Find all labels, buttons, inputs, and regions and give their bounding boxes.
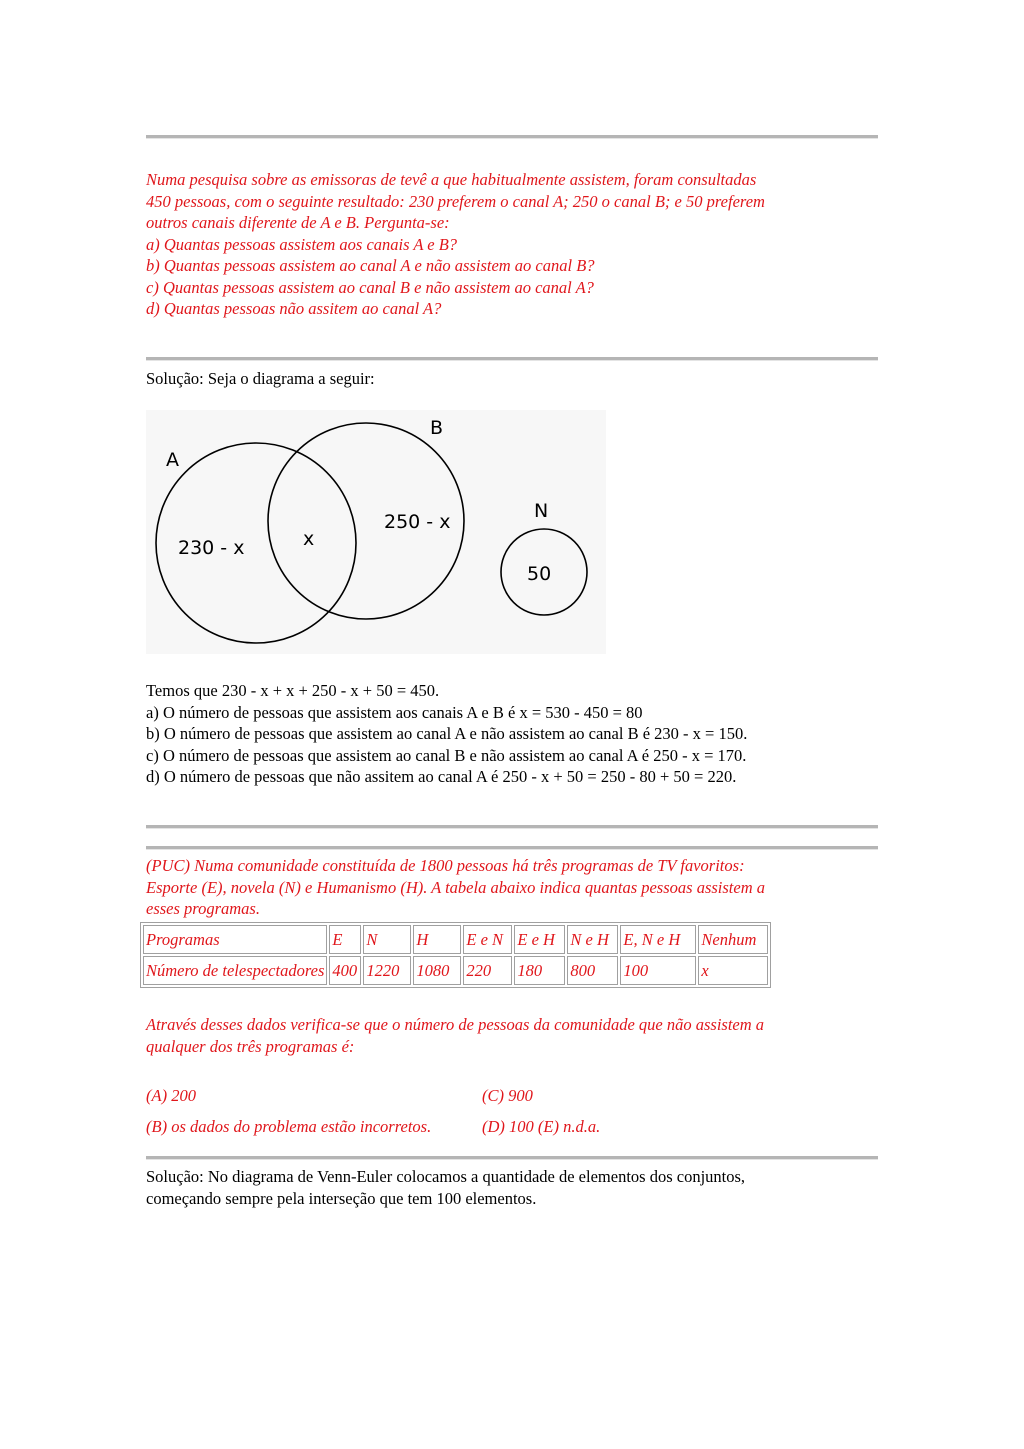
question-b: b) Quantas pessoas assistem ao canal A e não assistem ao canal B? — [146, 256, 595, 275]
table-cell: E e N — [463, 925, 512, 954]
text-line: qualquer dos três programas é: — [146, 1036, 355, 1056]
text-line: 450 pessoas, com o seguinte resultado: 230 preferem o canal A; 250 o canal B; e 50 preferem — [146, 191, 765, 211]
question-a: a) Quantas pessoas assistem aos canais A e B? — [146, 234, 458, 254]
table-cell: H — [413, 925, 461, 954]
text-line: Esporte (E), novela (N) e Humanismo (H). A tabela abaixo indica quantas pessoas assistem a — [146, 877, 765, 897]
text-line: Através desses dados verifica-se que o número de pessoas da comunidade que não assistem a — [146, 1015, 765, 1034]
programs-table — [140, 922, 771, 988]
text-line: (PUC) Numa comunidade constituída de 1800 pessoas há três programas de TV favoritos: — [146, 856, 745, 875]
separator — [146, 1156, 878, 1160]
table-cell: 800 — [567, 956, 618, 985]
separator — [146, 135, 878, 139]
answer-d: d) O número de pessoas que não assitem ao canal A é 250 - x + 50 = 250 - 80 + 50 = 220. — [146, 767, 737, 786]
set-b-label: B — [430, 417, 444, 439]
equation-line: Temos que 230 - x + x + 250 - x + 50 = 450. — [146, 681, 440, 700]
text-line: outros canais diferente de A e B. Pergunta-se: — [146, 213, 450, 232]
text-line: esses programas. — [146, 899, 260, 918]
option-d-e: (D) 100 (E) n.d.a. — [482, 1117, 601, 1136]
separator — [146, 357, 878, 361]
table-cell: Número de telespectadores — [143, 956, 327, 985]
table-cell: N — [363, 925, 411, 954]
table-cell: E, N e H — [620, 925, 696, 954]
answer-c: c) O número de pessoas que assistem ao canal B e não assistem ao canal A é 250 - x = 170. — [146, 745, 747, 765]
answer-a: a) O número de pessoas que assistem aos canais A e B é x = 530 - 450 = 80 — [146, 702, 643, 722]
text-line: Numa pesquisa sobre as emissoras de tevê a que habitualmente assistem, foram consultadas — [146, 170, 757, 189]
question-d: d) Quantas pessoas não assitem ao canal A? — [146, 299, 442, 318]
table-cell: E e H — [514, 925, 565, 954]
separator — [146, 825, 878, 829]
table-cell: 100 — [620, 956, 696, 985]
table-cell: x — [698, 956, 768, 985]
answer-b: b) O número de pessoas que assistem ao canal A e não assistem ao canal B é 230 - x = 150. — [146, 724, 748, 743]
problem-1-text — [146, 169, 765, 320]
solution-2-text — [146, 1166, 745, 1209]
option-b: (B) os dados do problema estão incorretos. — [146, 1117, 432, 1136]
table-cell: 220 — [463, 956, 512, 985]
text-line: Solução: No diagrama de Venn-Euler colocamos a quantidade de elementos dos conjuntos, — [146, 1167, 746, 1186]
region-b-only: 250 - x — [384, 511, 451, 533]
solution-intro-text: Solução: Seja o diagrama a seguir: — [146, 369, 375, 388]
table-cell: Programas — [143, 925, 327, 954]
set-n-label: N — [534, 500, 549, 522]
solution-1-intro — [146, 368, 375, 390]
option-a: (A) 200 — [146, 1086, 196, 1105]
table-cell: Nenhum — [698, 925, 768, 954]
region-a-only: 230 - x — [178, 537, 245, 559]
problem-2-text — [146, 855, 765, 920]
table-cell: 400 — [329, 956, 361, 985]
region-intersection: x — [303, 528, 315, 550]
table-cell: 1080 — [413, 956, 461, 985]
table-row — [143, 956, 768, 985]
problem-2-question — [146, 1014, 764, 1057]
venn-diagram — [146, 410, 606, 654]
diagram-background — [146, 410, 606, 654]
text-line: começando sempre pela interseção que tem 100 elementos. — [146, 1188, 537, 1208]
solution-1-text — [146, 680, 747, 788]
table-cell: N e H — [567, 925, 618, 954]
table-header-row — [143, 925, 768, 954]
table-cell: 1220 — [363, 956, 411, 985]
set-a-label: A — [166, 449, 179, 471]
table-cell: 180 — [514, 956, 565, 985]
region-n: 50 — [527, 563, 552, 585]
table-cell: E — [329, 925, 361, 954]
separator — [146, 846, 878, 850]
option-c: (C) 900 — [482, 1086, 533, 1105]
question-c: c) Quantas pessoas assistem ao canal B e não assistem ao canal A? — [146, 277, 594, 297]
